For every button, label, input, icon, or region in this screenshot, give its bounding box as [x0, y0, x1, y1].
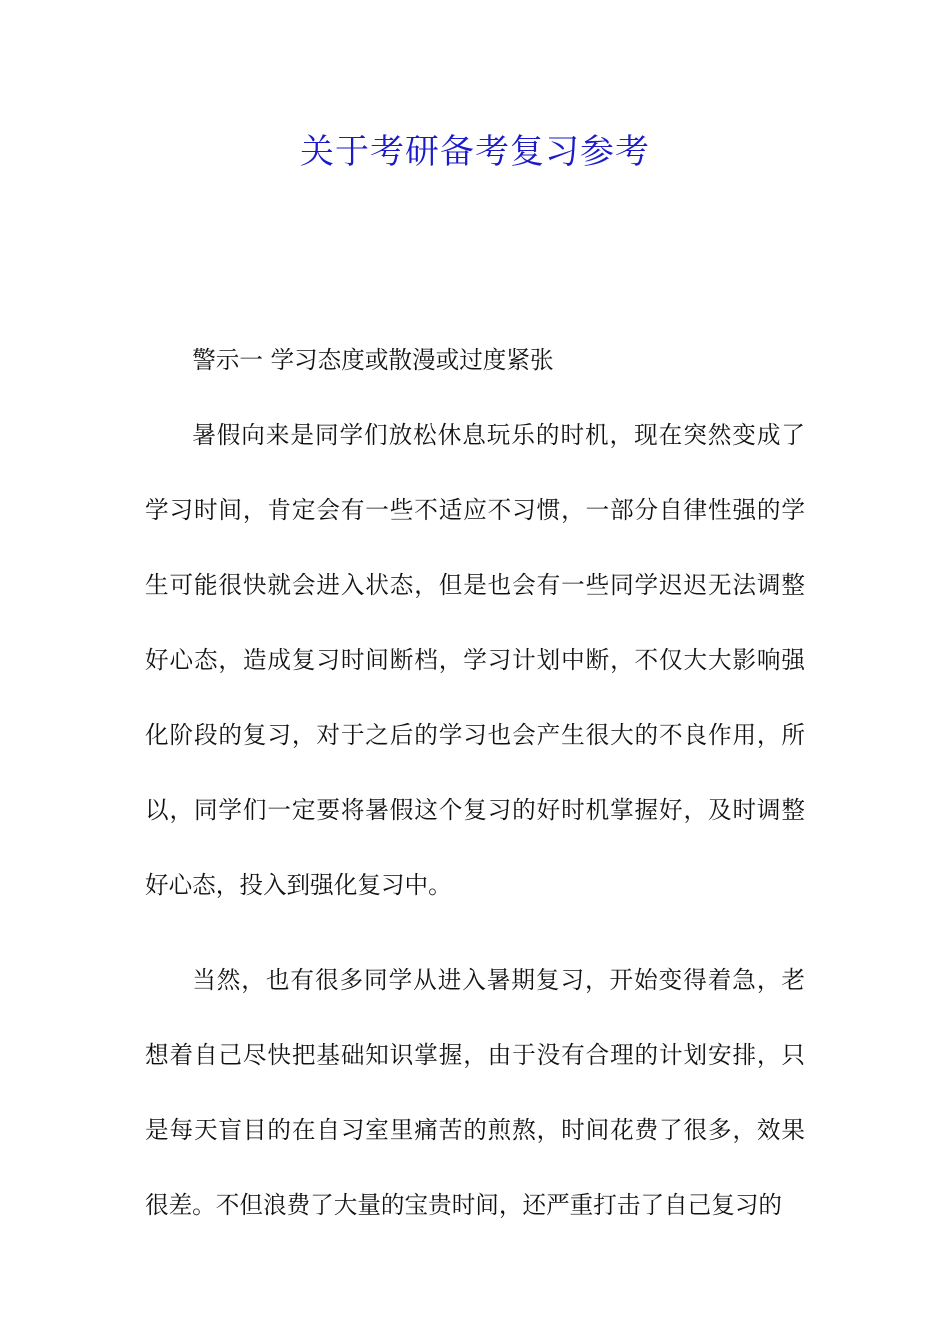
document-body	[145, 332, 805, 1263]
paragraph-2: 当然，也有很多同学从进入暑期复习，开始变得着急，老想着自己尽快把基础知识掌握，由于没有合理的计划安排，只是每天盲目的在自习室里痛苦的煎熬，时间花费了很多，效果很差。不但浪费了大量的宝贵时间，还严重打击了自己复习的	[145, 966, 805, 1219]
document-title: 关于考研备考复习参考	[300, 132, 650, 172]
section-heading: 警示一 学习态度或散漫或过度紧张	[192, 346, 554, 374]
paragraph-1: 暑假向来是同学们放松休息玩乐的时机，现在突然变成了学习时间，肯定会有一些不适应不习惯，一部分自律性强的学生可能很快就会进入状态，但是也会有一些同学迟迟无法调整好心态，造成复习时间断档，学习计划中断，不仅大大影响强化阶段的复习，对于之后的学习也会产生很大的不良作用，所以，同学们一定要将暑假这个复习的好时机掌握好，及时调整好心态，投入到强化复习中。	[145, 421, 805, 899]
